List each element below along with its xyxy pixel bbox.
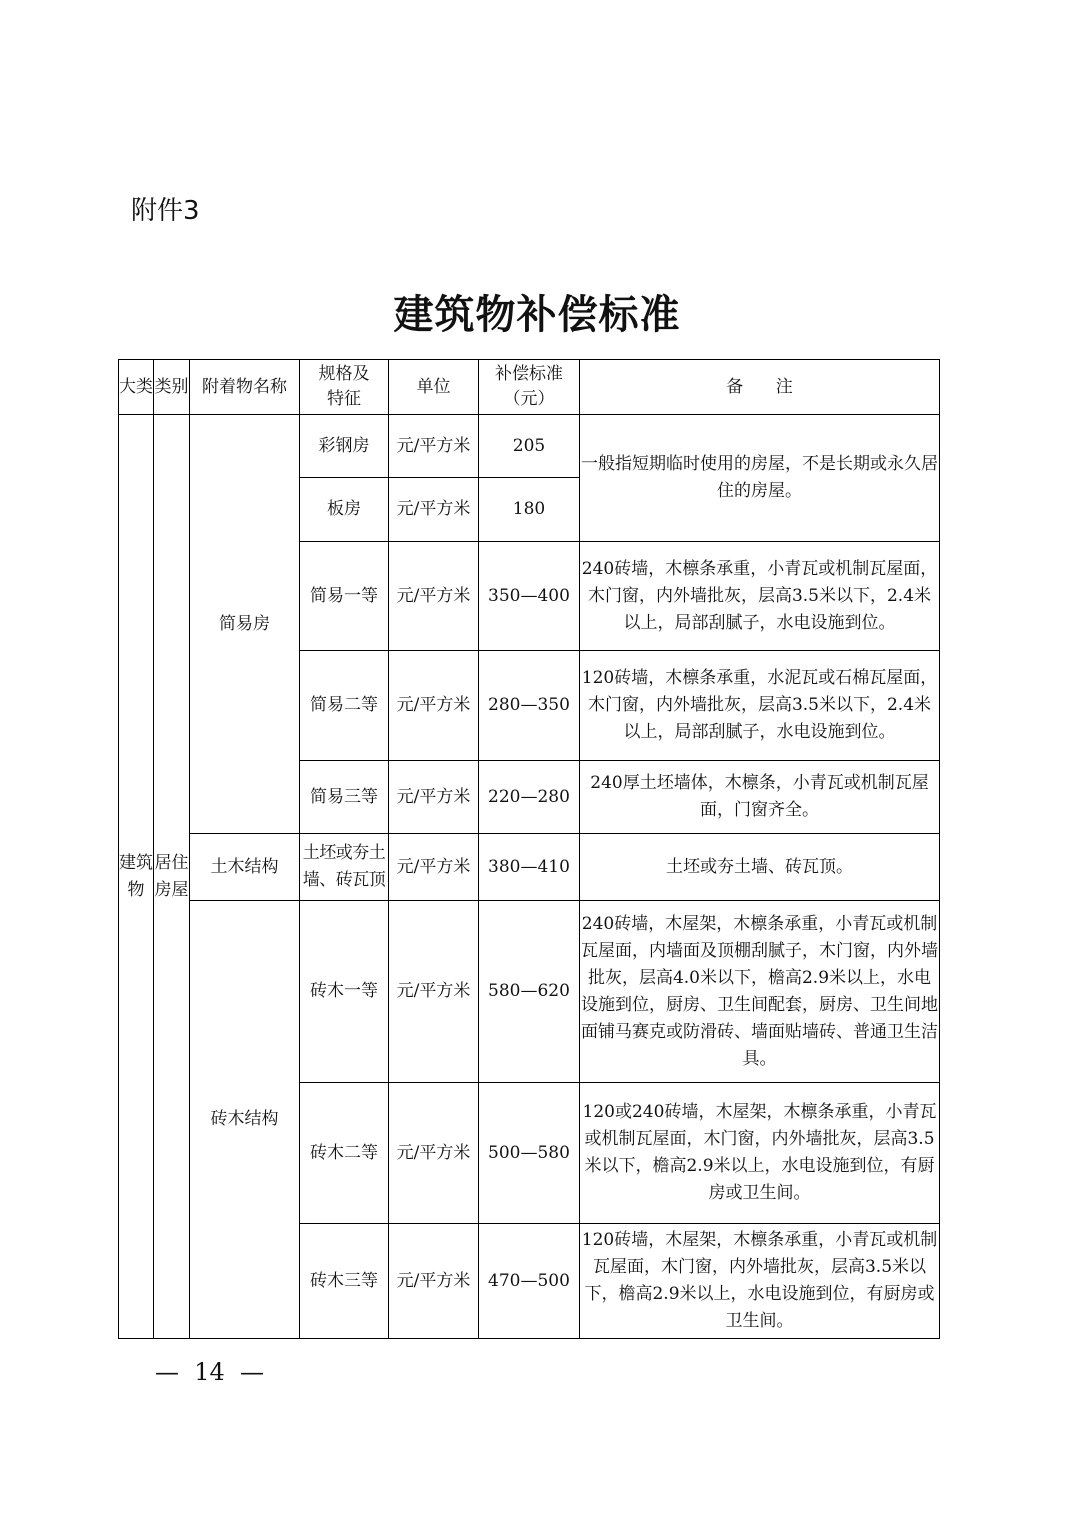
remark-cell: 土坯或夯土墙、砖瓦顶。 bbox=[580, 834, 940, 901]
attachment-label: 附件3 bbox=[131, 196, 200, 226]
unit-cell: 元/平方米 bbox=[389, 542, 479, 651]
remark-cell: 240砖墙，木檩条承重，小青瓦或机制瓦屋面，木门窗，内外墙批灰，层高3.5米以下，2.4米以上，局部刮腻子，水电设施到位。 bbox=[580, 542, 940, 651]
remark-cell: 120砖墙，木屋架，木檩条承重，小青瓦或机制瓦屋面，木门窗，内外墙批灰，层高3.5米以下，檐高2.9米以上，水电设施到位，有厨房或卫生间。 bbox=[580, 1224, 940, 1339]
unit-cell: 元/平方米 bbox=[389, 761, 479, 834]
page-number: — 14 — bbox=[155, 1358, 265, 1386]
remark-cell: 120或240砖墙，木屋架，木檩条承重，小青瓦或机制瓦屋面，木门窗，内外墙批灰，层高3.5米以下，檐高2.9米以上，水电设施到位，有厨房或卫生间。 bbox=[580, 1083, 940, 1224]
remark-cell: 240厚土坯墙体，木檩条，小青瓦或机制瓦屋面，门窗齐全。 bbox=[580, 761, 940, 834]
header-row bbox=[119, 360, 940, 415]
spec-cell: 砖木二等 bbox=[300, 1083, 389, 1224]
header-remark: 备 注 bbox=[580, 360, 940, 415]
spec-cell: 土坯或夯土墙、砖瓦顶 bbox=[300, 834, 389, 901]
compensation-standard-table bbox=[118, 359, 940, 1339]
unit-cell: 元/平方米 bbox=[389, 651, 479, 761]
standard-cell: 380—410 bbox=[479, 834, 580, 901]
unit-cell: 元/平方米 bbox=[389, 834, 479, 901]
standard-cell: 470—500 bbox=[479, 1224, 580, 1339]
standard-cell: 500—580 bbox=[479, 1083, 580, 1224]
standard-cell: 580—620 bbox=[479, 901, 580, 1083]
group-name-cell: 简易房 bbox=[190, 415, 300, 834]
major-class-cell: 建筑物 bbox=[119, 415, 154, 1339]
table-row bbox=[119, 901, 940, 1083]
header-standard: 补偿标准（元） bbox=[479, 360, 580, 415]
group-name-cell: 砖木结构 bbox=[190, 901, 300, 1339]
spec-cell: 彩钢房 bbox=[300, 415, 389, 478]
class-cell: 居住房屋 bbox=[154, 415, 190, 1339]
spec-cell: 简易二等 bbox=[300, 651, 389, 761]
header-item-name: 附着物名称 bbox=[190, 360, 300, 415]
standard-cell: 350—400 bbox=[479, 542, 580, 651]
remark-cell: 一般指短期临时使用的房屋，不是长期或永久居住的房屋。 bbox=[580, 415, 940, 542]
standard-cell: 205 bbox=[479, 415, 580, 478]
document-title: 建筑物补偿标准 bbox=[393, 291, 681, 338]
unit-cell: 元/平方米 bbox=[389, 901, 479, 1083]
unit-cell: 元/平方米 bbox=[389, 1224, 479, 1339]
group-name-cell: 土木结构 bbox=[190, 834, 300, 901]
header-spec: 规格及特征 bbox=[300, 360, 389, 415]
standard-cell: 280—350 bbox=[479, 651, 580, 761]
unit-cell: 元/平方米 bbox=[389, 415, 479, 478]
spec-cell: 砖木一等 bbox=[300, 901, 389, 1083]
spec-cell: 砖木三等 bbox=[300, 1224, 389, 1339]
header-class: 类别 bbox=[154, 360, 190, 415]
unit-cell: 元/平方米 bbox=[389, 478, 479, 542]
unit-cell: 元/平方米 bbox=[389, 1083, 479, 1224]
remark-cell: 240砖墙，木屋架，木檩条承重，小青瓦或机制瓦屋面，内墙面及顶棚刮腻子，木门窗，内外墙批灰，层高4.0米以下，檐高2.9米以上，水电设施到位，厨房、卫生间配套，厨房、卫生间地面铺马赛克或防滑砖、墙面贴墙砖、普通卫生洁具。 bbox=[580, 901, 940, 1083]
header-major-class: 大类 bbox=[119, 360, 154, 415]
spec-cell: 简易一等 bbox=[300, 542, 389, 651]
header-unit: 单位 bbox=[389, 360, 479, 415]
spec-cell: 简易三等 bbox=[300, 761, 389, 834]
standard-cell: 220—280 bbox=[479, 761, 580, 834]
remark-cell: 120砖墙，木檩条承重，水泥瓦或石棉瓦屋面，木门窗，内外墙批灰，层高3.5米以下，2.4米以上，局部刮腻子，水电设施到位。 bbox=[580, 651, 940, 761]
standard-cell: 180 bbox=[479, 478, 580, 542]
spec-cell: 板房 bbox=[300, 478, 389, 542]
table-row bbox=[119, 415, 940, 478]
table-row bbox=[119, 834, 940, 901]
